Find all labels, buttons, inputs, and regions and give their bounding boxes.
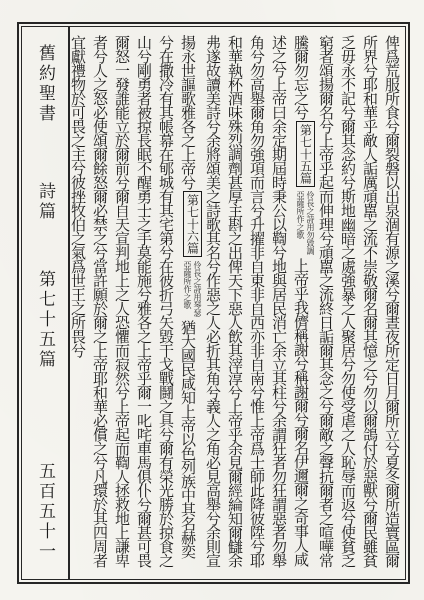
psalm-76-text: 猶大國民咸知上帝以色列族中其名赫奕兮在撒冷有其帳幕在郇城有其宅第兮在彼折弓矢毀干戈戰鬪之具兮爾有榮光勝於掠食之山兮剛勇者被掠長眠不醒勇士之手莫能施兮雅各之上帝乎爾一叱咤車馬俱仆兮爾甚可畏爾怒一發誰能立於爾前兮爾自天宣判地上之人恐懼而寂然兮上帝起而鞫人拯救地上謙卑者兮人之怒必使頌爾餘怒爾必禁之兮當許願於爾之上帝耶和華必償之兮凡環於其四周者宜獻禮物於可畏之主兮彼挫牧伯之氣爲世王之所畏兮 <box>69 35 197 567</box>
psalm-76-note-line: 伶長之詩用琴瑟 <box>193 261 202 317</box>
book-section: 詩篇 <box>35 182 55 222</box>
psalm-74-ending-text: 俾爲荒服所食兮爾裂磐以出泉涸有源之溪兮爾晝夜所定日月爾所立兮夏冬爾所造寰區爾所界兮耶和華乎敵人詬厲頑嚚之流不崇敬爾名爾其憶之兮勿以爾鴿付於惡獸兮爾民雖貧乏毋永不記兮爾其念約兮斯地幽暗之處強暴之人聚居兮勿使受虐之人恥辱而返兮使貧乏窮者頌揚爾名兮上帝乎起而伸理兮頑嚚之流終日詬爾其念之兮爾敵之聲抗爾者之喧嘩常騰爾勿忘之兮 <box>292 35 401 567</box>
book-title: 舊約聖書 <box>35 44 55 124</box>
psalm-75-heading: 第七十五篇 <box>296 121 315 187</box>
psalm-75-superscription <box>295 191 315 255</box>
psalm-76-note-line: 亞薩所作之歌 <box>183 261 192 309</box>
psalm-75-note-line: 亞薩所作之歌 <box>296 191 305 239</box>
page-number: 五百五十一 <box>35 462 55 562</box>
main-text-block <box>69 35 403 567</box>
psalm-76-superscription <box>182 261 202 317</box>
psalm-76-heading: 第七十六篇 <box>183 191 202 257</box>
psalm-75-text: 上帝乎我儕稱謝兮稱謝爾兮爾名伊邇爾之奇事人咸述之兮上帝曰余定期屆時秉公以鞫兮地與居民消亡余立其柱兮余謂狂者勿狂謂惡者勿舉角兮勿高舉爾角勿強項而言兮升擢非自東非自西亦非自南兮惟上帝爲士師此降彼陞兮耶和華執杯酒味殊烈調劑甚厚主斟之出俾天下惡人飲其滓淳兮上帝乎余見爾經綸知爾讎余弗遂故讀美詩兮余將頌美之詩歌其名兮作惡之人必折其角兮義人之角必見高舉兮余則宣揚永世謳歌雅各之上帝兮 <box>179 35 310 567</box>
psalm-75-note-line: 伶長之詩用勿毀調 <box>306 191 315 255</box>
running-chapter: 第七十五篇 <box>35 270 55 370</box>
